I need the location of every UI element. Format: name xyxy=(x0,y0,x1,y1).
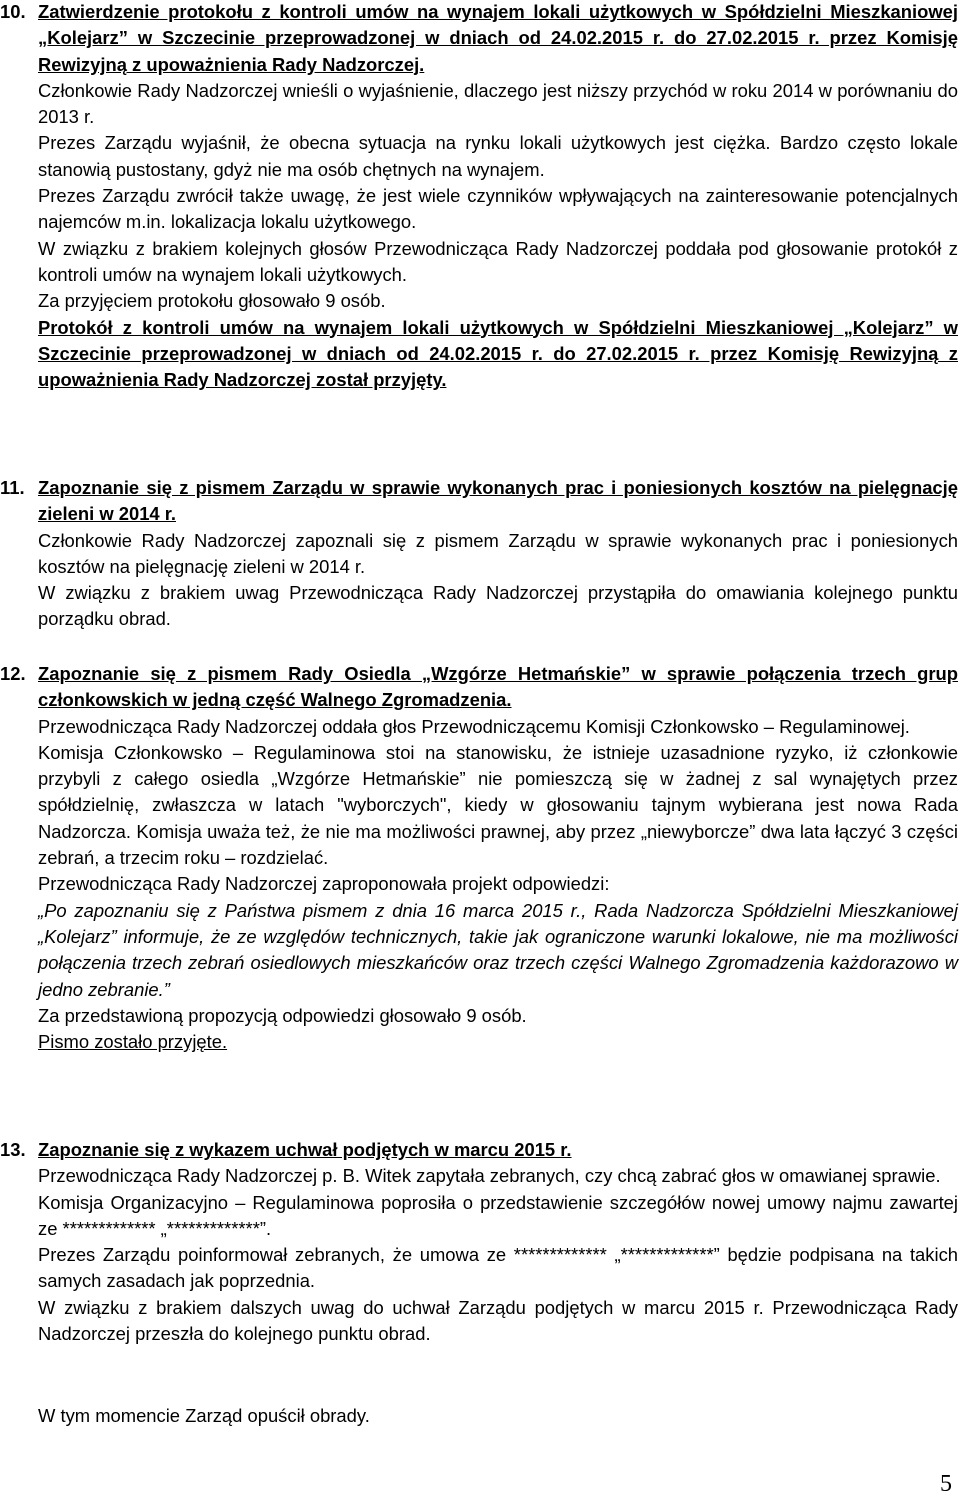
agenda-item-10 xyxy=(0,0,958,393)
item-heading: Zapoznanie się z wykazem uchwał podjętych w marcu 2015 r. xyxy=(38,1139,572,1160)
paragraph: Przewodnicząca Rady Nadzorczej oddała głos Przewodniczącemu Komisji Członkowsko – Regulaminowej. xyxy=(38,715,910,737)
paragraph: Za przyjęciem protokołu głosowało 9 osób. xyxy=(38,290,386,312)
paragraph: Prezes Zarządu poinformował zebranych, że umowa ze ************* „*************” będzie podpisana na takich samych zasadach jak poprzednia. xyxy=(38,1244,958,1292)
paragraph: Członkowie Rady Nadzorczej wnieśli o wyjaśnienie, dlaczego jest niższy przychód w roku 2014 w porównaniu do 2013 r. xyxy=(38,79,958,128)
item-number: 11. xyxy=(0,477,25,498)
item-number: 13. xyxy=(0,1139,26,1160)
item-heading: Zapoznanie się z pismem Zarządu w sprawie wykonanych prac i poniesionych kosztów na pielęgnację zieleni w 2014 r. xyxy=(38,477,958,525)
resolution-text: Protokół z kontroli umów na wynajem lokali użytkowych w Spółdzielni Mieszkaniowej „Kolejarz” w Szczecinie przeprowadzonej w dniach od 24.02.2015 r. do 27.02.2015 r. przez Komisję Rewizyjną z upoważnienia Rady Nadzorczej został przyjęty. xyxy=(38,316,958,391)
page-number: 5 xyxy=(940,1471,952,1497)
paragraph: W związku z brakiem dalszych uwag do uchwał Zarządu podjętych w marcu 2015 r. Przewodnicząca Rady Nadzorczej przeszła do kolejnego punktu obrad. xyxy=(38,1296,958,1345)
agenda-item-11 xyxy=(0,475,958,633)
paragraph: Komisja Członkowsko – Regulaminowa stoi na stanowisku, że istnieje uzasadnione ryzyko, iż członkowie przybyli z całego osiedla „Wzgórze Hetmańskie” nie pomieszczą się w żadnej z sal wynajętych przez spółdzielnię, zwłaszcza w latach "wyborczych", kiedy w głosowaniu tajnym wybierana jest nowa Rada Nadzorcza. Komisja uważa też, że nie ma możliwości prawnej, aby przez „niewyborcze” dwa lata łączyć 3 części zebrań, a trzecim roku – rozdzielać. xyxy=(38,741,958,869)
vote-text: Za przedstawioną propozycją odpowiedzi głosowało 9 osób. xyxy=(38,1004,527,1026)
item-heading: Zatwierdzenie protokołu z kontroli umów na wynajem lokali użytkowych w Spółdzielni Mieszkaniowej „Kolejarz” w Szczecinie przeprowadzonej w dniach od 24.02.2015 r. do 27.02.2015 r. przez Komisję Rewizyjną z upoważnienia Rady Nadzorczej. xyxy=(38,1,958,75)
paragraph: Przewodnicząca Rady Nadzorczej zaproponowała projekt odpowiedzi: xyxy=(38,873,610,895)
paragraph: Przewodnicząca Rady Nadzorczej p. B. Witek zapytała zebranych, czy chcą zabrać głos w omawianej sprawie. xyxy=(38,1165,941,1187)
item-heading: Zapoznanie się z pismem Rady Osiedla „Wzgórze Hetmańskie” w sprawie połączenia trzech grup członkowskich w jedną część Walnego Zgromadzenia. xyxy=(38,663,958,711)
agenda-item-13 xyxy=(0,1137,958,1347)
quoted-response: „Po zapoznaniu się z Państwa pismem z dnia 16 marca 2015 r., Rada Nadzorcza Spółdzielni Mieszkaniowej „Kolejarz” informuje, że ze względów technicznych, takie jak ograniczone warunki lokalowe, nie ma możliwości połączenia trzech zebrań osiedlowych mieszkańców oraz trzech części Walnego Zgromadzenia każdorazowo w jedno zebranie.” xyxy=(38,899,958,1000)
paragraph: Prezes Zarządu zwrócił także uwagę, że jest wiele czynników wpływających na zainteresowanie potencjalnych najemców m.in. lokalizacja lokalu użytkowego. xyxy=(38,185,958,233)
item-number: 10. xyxy=(0,1,26,22)
paragraph: Członkowie Rady Nadzorczej zapoznali się z pismem Zarządu w sprawie wykonanych prac i poniesionych kosztów na pielęgnację zieleni w 2014 r. xyxy=(38,529,958,577)
closing-note: W tym momencie Zarząd opuścił obrady. xyxy=(38,1405,370,1426)
item-number: 12. xyxy=(0,663,26,684)
result-text: Pismo zostało przyjęte. xyxy=(38,1031,228,1053)
paragraph: Komisja Organizacyjno – Regulaminowa poprosiła o przedstawienie szczegółów nowej umowy najmu zawartej ze ************* „*************”. xyxy=(38,1191,958,1239)
agenda-item-12 xyxy=(0,661,958,1055)
paragraph: W związku z brakiem uwag Przewodnicząca Rady Nadzorczej przystąpiła do omawiania kolejnego punktu porządku obrad. xyxy=(38,582,958,630)
paragraph: W związku z brakiem kolejnych głosów Przewodnicząca Rady Nadzorczej poddała pod głosowanie protokół z kontroli umów na wynajem lokali użytkowych. xyxy=(38,237,958,285)
paragraph: Prezes Zarządu wyjaśnił, że obecna sytuacja na rynku lokali użytkowych jest ciężka. Bardzo często lokale stanowią pustostany, gdyż nie ma osób chętnych na wynajem. xyxy=(38,132,958,180)
